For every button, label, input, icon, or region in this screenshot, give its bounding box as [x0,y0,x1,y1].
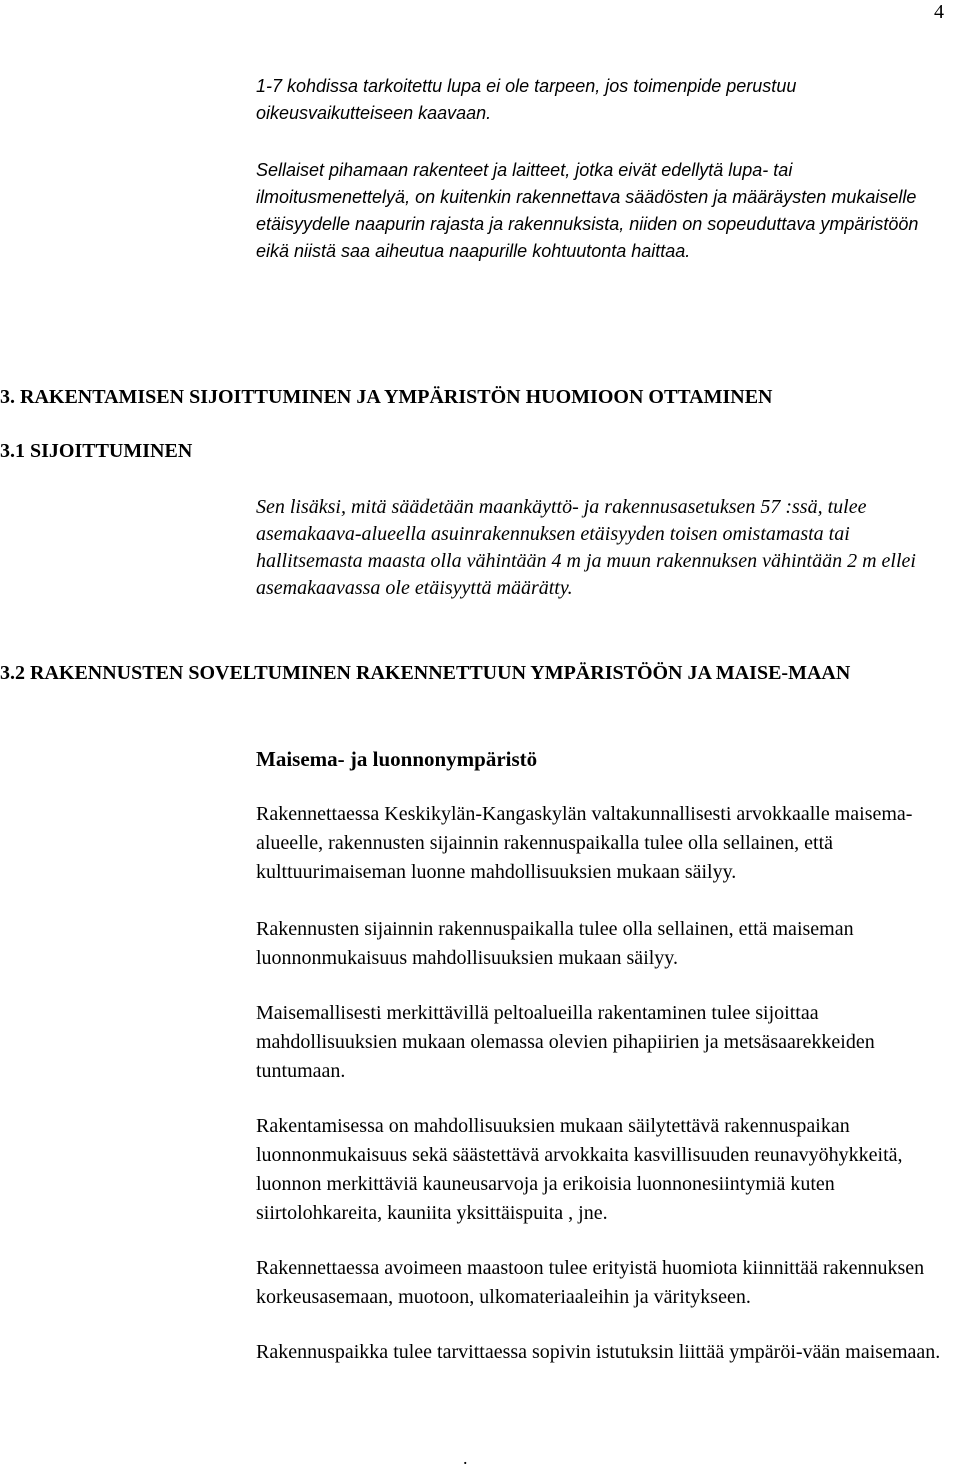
landscape-paragraph-4: Rakentamisessa on mahdollisuuksien mukaan säilytettävä rakennuspaikan luonnonmukaisuus sekä säästettävä arvokkaita kasvillisuuden reunavyöhykkeitä, luonnon merkittäviä kauneusarvoja ja erikoisia luonnonesiintymiä kuten siirtolohkareita, kauniita yksittäispuita , jne. [256,1115,903,1224]
landscape-subheading: Maisema- ja luonnonympäristö [256,747,538,771]
landscape-paragraph-5: Rakennettaessa avoimeen maastoon tulee erityistä huomiota kiinnittää rakennuksen korkeusasemaan, muotoon, ulkomateriaaleihin ja väritykseen. [256,1257,925,1308]
landscape-paragraph-6: Rakennuspaikka tulee tarvittaessa sopivin istutuksin liittää ympäröi-vään maisemaan. [256,1341,941,1363]
section-3-1-heading: 3.1 SIJOITTUMINEN [0,440,193,462]
intro-paragraph-1: 1-7 kohdissa tarkoitettu lupa ei ole tarpeen, jos toimenpide perustuu oikeusvaikutteiseen kaavaan. [256,76,797,123]
section-3-1-text: Sen lisäksi, mitä säädetään maankäyttö- ja rakennusasetuksen 57 :ssä, tulee asemakaava-alueella asuinrakennuksen etäisyyden toisen omistamasta tai hallitsemasta maasta olla vähintään 4 m ja muun rakennuksen vähintään 2 m ellei asemakaavassa ole etäisyyttä määrätty. [256,496,916,599]
section-3-2-heading: 3.2 RAKENNUSTEN SOVELTUMINEN RAKENNETTUUN YMPÄRISTÖÖN JA MAISE-MAAN [0,662,851,684]
section-3-heading: 3. RAKENTAMISEN SIJOITTUMINEN JA YMPÄRISTÖN HUOMIOON OTTAMINEN [0,386,773,408]
footer-mark: . [463,1448,468,1468]
intro-paragraph-2: Sellaiset pihamaan rakenteet ja laitteet, jotka eivät edellytä lupa- tai ilmoitusmenettelyä, on kuitenkin rakennettava säädösten ja määräysten mukaiselle etäisyydelle naapurin rajasta ja rakennuksista, niiden on sopeuduttava ympäristöön eikä niistä saa aiheutua naapurille kohtuutonta haittaa. [256,160,919,261]
page-number: 4 [934,1,944,23]
landscape-paragraph-3: Maisemallisesti merkittävillä peltoalueilla rakentaminen tulee sijoittaa mahdollisuuksien mukaan olemassa olevien pihapiirien ja metsäsaarekkeiden tuntumaan. [256,1002,875,1082]
landscape-paragraph-2: Rakennusten sijainnin rakennuspaikalla tulee olla sellainen, että maiseman luonnonmukaisuus mahdollisuuksien mukaan säilyy. [256,918,854,969]
landscape-paragraph-1: Rakennettaessa Keskikylän-Kangaskylän valtakunnallisesti arvokkaalle maisema-alueelle, rakennusten sijainnin rakennuspaikalla tulee olla sellainen, että kulttuurimaiseman luonne mahdollisuuksien mukaan säilyy. [256,803,913,883]
